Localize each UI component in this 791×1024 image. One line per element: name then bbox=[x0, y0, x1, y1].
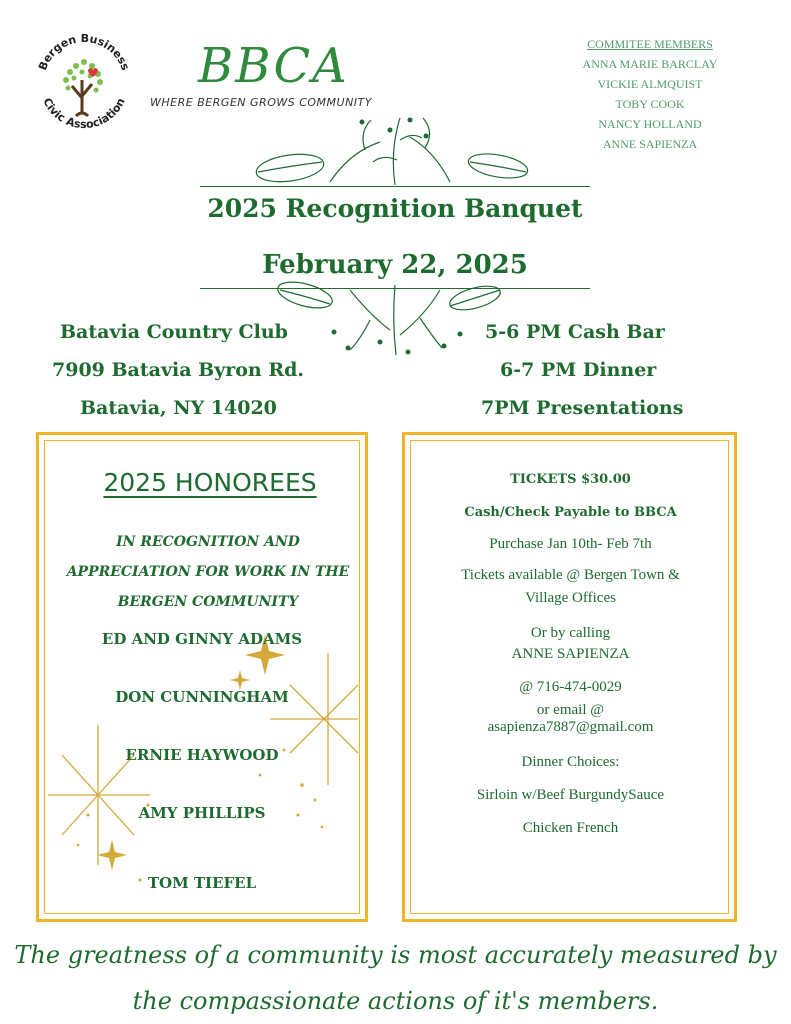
header-rule-bottom bbox=[200, 288, 590, 289]
ticket-price: TICKETS $30.00 bbox=[510, 472, 631, 487]
committee-member: VICKIE ALMQUIST bbox=[597, 77, 703, 91]
event-title: 2025 Recognition Banquet bbox=[207, 194, 583, 223]
ticket-contact-name: ANNE SAPIENZA bbox=[511, 646, 630, 662]
closing-quote bbox=[0, 932, 791, 1024]
dinner-choice: Sirloin w/Beef BurgundySauce bbox=[476, 787, 665, 803]
bbca-wordmark: BBCA bbox=[198, 38, 349, 94]
honoree-name: AMY PHILLIPS bbox=[138, 804, 266, 822]
recognition-line: APPRECIATION FOR WORK IN THE bbox=[66, 564, 350, 580]
ticket-email: asapienza7887@gmail.com bbox=[487, 719, 654, 735]
honoree-name: DON CUNNINGHAM bbox=[115, 688, 289, 706]
venue-street: 7909 Batavia Byron Rd. bbox=[52, 359, 305, 381]
venue-name: Batavia Country Club bbox=[60, 321, 288, 343]
svg-text:Bergen Business bbox=[36, 32, 132, 73]
honoree-name: ERNIE HAYWOOD bbox=[125, 746, 279, 764]
logo-arc-text-bottom: Civic Association bbox=[40, 95, 128, 132]
schedule-dinner: 6-7 PM Dinner bbox=[500, 359, 657, 381]
committee-member: NANCY HOLLAND bbox=[598, 117, 702, 131]
quote-line: the compassionate actions of it's members. bbox=[132, 987, 659, 1015]
venue-city: Batavia, NY 14020 bbox=[80, 397, 277, 419]
bbca-logo bbox=[30, 22, 138, 142]
ticket-calling: Or by calling bbox=[530, 625, 611, 641]
honorees-heading bbox=[50, 468, 370, 497]
schedule-presentations: 7PM Presentations bbox=[481, 397, 684, 419]
ticket-purchase-dates: Purchase Jan 10th- Feb 7th bbox=[489, 536, 652, 552]
honoree-name: ED AND GINNY ADAMS bbox=[101, 630, 303, 648]
tickets-info bbox=[418, 472, 723, 837]
honorees-heading-text: 2025 HONOREES bbox=[103, 468, 317, 497]
ticket-availability: Tickets available @ Bergen Town & bbox=[461, 567, 680, 583]
committee-member: TOBY COOK bbox=[615, 97, 685, 111]
committee-member: ANNA MARIE BARCLAY bbox=[582, 57, 718, 71]
event-date: February 22, 2025 bbox=[262, 250, 528, 280]
gold-sparkles-decoration bbox=[40, 615, 360, 915]
bbca-tagline: WHERE BERGEN GROWS COMMUNITY bbox=[150, 96, 372, 109]
quote-line: The greatness of a community is most accurately measured by bbox=[14, 941, 777, 969]
ticket-payable: Cash/Check Payable to BBCA bbox=[464, 505, 677, 520]
committee-list bbox=[560, 34, 740, 154]
recognition-line: IN RECOGNITION AND bbox=[116, 534, 300, 550]
honoree-name: TOM TIEFEL bbox=[147, 874, 257, 892]
ticket-availability: Village Offices bbox=[525, 590, 616, 606]
committee-title: COMMITEE MEMBERS bbox=[587, 37, 713, 51]
committee-member: ANNE SAPIENZA bbox=[602, 137, 698, 151]
recognition-line: BERGEN COMMUNITY bbox=[117, 594, 299, 610]
header-rule-top bbox=[200, 186, 590, 187]
recognition-text bbox=[48, 527, 368, 617]
dinner-choice: Chicken French bbox=[522, 820, 619, 836]
ticket-email-label: or email @ bbox=[536, 702, 605, 718]
logo-arc-text-top: Bergen Business bbox=[36, 31, 132, 73]
ticket-phone: @ 716-474-0029 bbox=[519, 679, 622, 695]
dinner-choices-heading: Dinner Choices: bbox=[521, 754, 620, 770]
schedule-cash-bar: 5-6 PM Cash Bar bbox=[485, 321, 665, 343]
